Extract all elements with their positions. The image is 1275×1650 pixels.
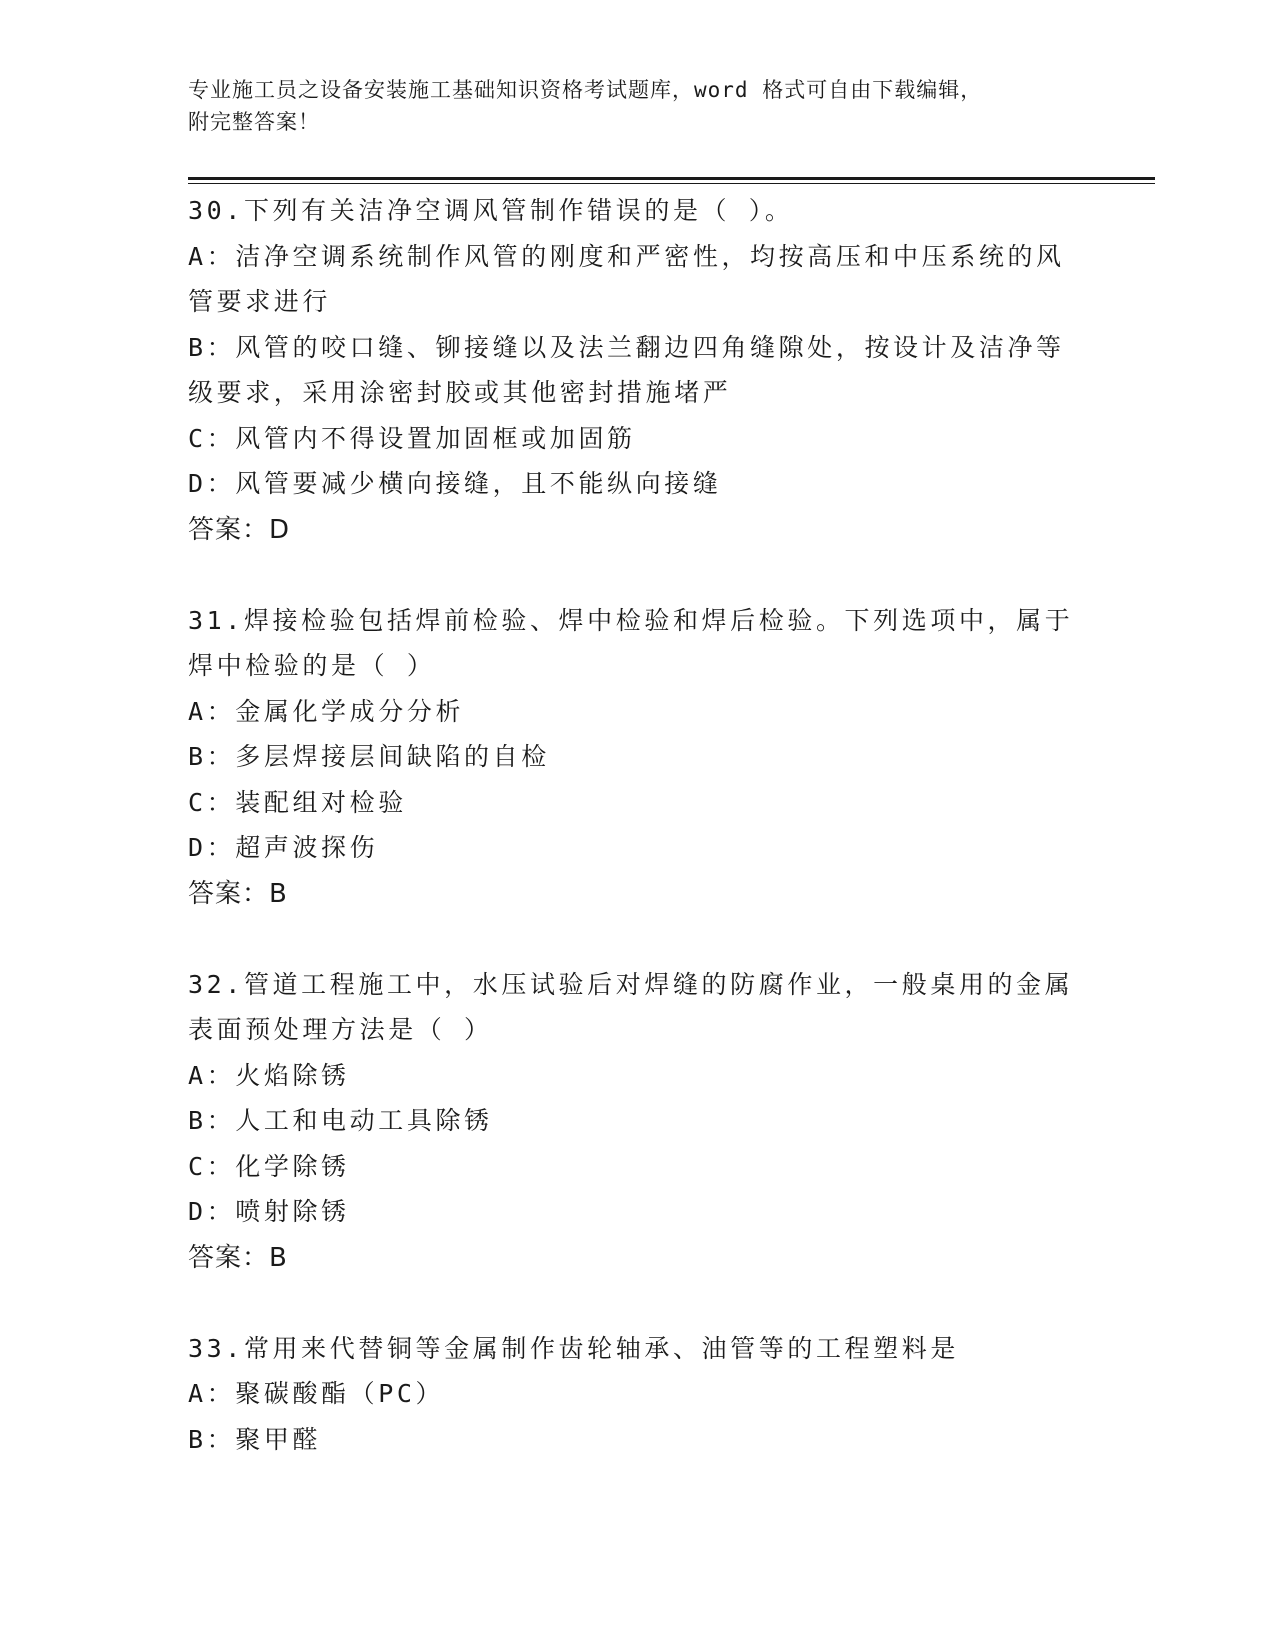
option-d: D：喷射除锈	[188, 1197, 350, 1226]
answer: 答案：B	[188, 1242, 288, 1273]
option-c: C：装配组对检验	[188, 787, 407, 817]
option-a: A：聚碳酸酯（PC）	[188, 1379, 445, 1408]
question-text: 32.管道工程施工中，水压试验后对焊缝的防腐作业，一般桌用的金属表面预处理方法是（ ）	[188, 969, 1074, 1044]
option-b: B：人工和电动工具除锈	[188, 1106, 493, 1135]
answer: 答案：B	[188, 878, 288, 909]
header-divider-thin	[188, 183, 1155, 184]
option-d: D：风管要减少横向接缝，且不能纵向接缝	[188, 469, 722, 498]
document-header	[188, 74, 1068, 138]
header-title-line1: 专业施工员之设备安装施工基础知识资格考试题库，word 格式可自由下载编辑，	[188, 78, 983, 102]
option-a: A：洁净空调系统制作风管的刚度和严密性，均按高压和中压系统的风管要求进行	[188, 241, 1065, 316]
question-text: 33.常用来代替铜等金属制作齿轮轴承、油管等的工程塑料是	[188, 1333, 959, 1363]
option-b: B：聚甲醛	[188, 1424, 322, 1454]
question-text: 31.焊接检验包括焊前检验、焊中检验和焊后检验。下列选项中，属于焊中检验的是（ ）	[188, 605, 1074, 680]
question-30	[188, 188, 1088, 553]
question-33	[188, 1326, 1088, 1463]
header-divider-thick	[188, 177, 1155, 180]
option-a: A：金属化学成分分析	[188, 696, 465, 726]
option-c: C：化学除锈	[188, 1151, 350, 1181]
option-d: D：超声波探伤	[188, 833, 379, 862]
question-text: 30.下列有关洁净空调风管制作错误的是（ ）。	[188, 196, 794, 225]
answer: 答案：D	[188, 514, 291, 545]
option-a: A：火焰除锈	[188, 1060, 350, 1090]
question-32	[188, 962, 1088, 1281]
option-c: C：风管内不得设置加固框或加固筋	[188, 423, 636, 453]
header-title-line2: 附完整答案！	[188, 110, 320, 134]
question-list	[188, 188, 1088, 1462]
option-b: B：风管的咬口缝、铆接缝以及法兰翻边四角缝隙处，按设计及洁净等级要求，采用涂密封胶或其他密封措施堵严	[188, 332, 1065, 407]
question-31	[188, 598, 1088, 917]
option-b: B：多层焊接层间缺陷的自检	[188, 742, 550, 771]
